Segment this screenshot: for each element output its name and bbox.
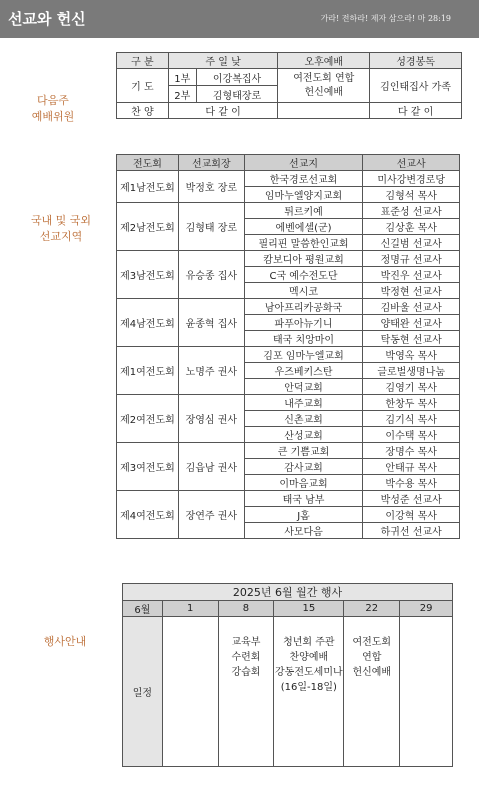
event-line: 청년회 주관	[283, 637, 335, 648]
mission-row	[117, 443, 460, 459]
missionary: 양태완 선교사	[363, 315, 460, 331]
mission-group-name: 제4여전도회	[117, 491, 179, 539]
mission-group-leader: 유승종 집사	[178, 251, 244, 299]
missionary: 탁동현 선교사	[363, 331, 460, 347]
event-line: 강습회	[231, 667, 261, 678]
mission-row	[117, 347, 460, 363]
mission-field: J홈	[244, 507, 363, 523]
mission-group-leader: 윤종혁 집사	[178, 299, 244, 347]
missionary: 김바울 선교사	[363, 299, 460, 315]
header-category: 구 분	[117, 53, 169, 69]
mission-group-name: 제1남전도회	[117, 171, 179, 203]
mission-field: 안덕교회	[244, 379, 363, 395]
missionary: 장명수 목사	[363, 443, 460, 459]
missionary: 안태규 목사	[363, 459, 460, 475]
day-1: 1	[162, 601, 218, 617]
missionary: 박진우 선교사	[363, 267, 460, 283]
mission-row	[117, 299, 460, 315]
part2-label: 2부	[168, 86, 196, 103]
missions-header-missionary: 선교사	[363, 155, 460, 171]
missions-label: 국내 및 국외 선교지역	[30, 214, 92, 243]
event-line: 수련회	[231, 652, 261, 663]
mission-field: 임마누엘양지교회	[244, 187, 363, 203]
header-verse: 가라! 전하라! 제자 삼으라! 마 28:19	[320, 14, 451, 23]
missions-table	[116, 154, 460, 539]
afternoon-prayer: 여전도회 연합 헌신예배	[278, 69, 370, 103]
missionary: 김상훈 목사	[363, 219, 460, 235]
month-label: 6월	[123, 601, 163, 617]
event-cell	[400, 617, 453, 767]
event-line: 교육부	[231, 637, 261, 648]
missionary: 하귀선 선교사	[363, 523, 460, 539]
missionary: 표준성 선교사	[363, 203, 460, 219]
event-line: 찬양예배	[289, 652, 329, 663]
mission-row	[117, 171, 460, 187]
mission-field: 남아프리카공화국	[244, 299, 363, 315]
missionary: 미사강변경로당	[363, 171, 460, 187]
mission-group-leader: 김읍남 권사	[178, 443, 244, 491]
mission-group-leader: 장영심 권사	[178, 395, 244, 443]
missionary: 박성준 선교사	[363, 491, 460, 507]
mission-group-name: 제3여전도회	[117, 443, 179, 491]
part2-name: 김형태장로	[196, 86, 278, 103]
missions-header-leader: 선교회장	[178, 155, 244, 171]
next-week-label: 다음주 예배위원	[31, 94, 75, 123]
mission-field: 에벤에셀(군)	[244, 219, 363, 235]
mission-group-name: 제2남전도회	[117, 203, 179, 251]
mission-group-leader: 박정호 장로	[178, 171, 244, 203]
mission-row	[117, 491, 460, 507]
day-15: 15	[274, 601, 344, 617]
mission-group-name: 제3남전도회	[117, 251, 179, 299]
event-line: 강동전도세미나	[275, 667, 343, 678]
header-reading: 성경봉독	[370, 53, 462, 69]
missions-header-field: 선교지	[244, 155, 363, 171]
mission-field: C국 예수전도단	[244, 267, 363, 283]
mission-field: 내주교회	[244, 395, 363, 411]
choir-reading: 다 같 이	[370, 103, 462, 119]
mission-field: 산성교회	[244, 427, 363, 443]
mission-field: 감사교회	[244, 459, 363, 475]
mission-field: 사모다음	[244, 523, 363, 539]
missionary: 정명규 선교사	[363, 251, 460, 267]
mission-field: 캄보디아 평원교회	[244, 251, 363, 267]
mission-row	[117, 251, 460, 267]
missionary: 김기식 목사	[363, 411, 460, 427]
mission-group-name: 제1여전도회	[117, 347, 179, 395]
mission-field: 김포 임마누엘교회	[244, 347, 363, 363]
mission-group-leader: 장연주 권사	[178, 491, 244, 539]
missionary: 김형석 목사	[363, 187, 460, 203]
mission-row	[117, 395, 460, 411]
worship-table	[116, 52, 462, 119]
missionary: 글로벌생명나눔	[363, 363, 460, 379]
missions-body	[117, 171, 460, 539]
header-afternoon: 오후예배	[278, 53, 370, 69]
mission-field: 튀르키예	[244, 203, 363, 219]
missionary: 박수용 목사	[363, 475, 460, 491]
mission-field: 큰 기쁨교회	[244, 443, 363, 459]
mission-group-name: 제4남전도회	[117, 299, 179, 347]
choir-sunday: 다 같 이	[168, 103, 278, 119]
event-line: 여전도회	[352, 637, 392, 648]
reading-prayer: 김인태집사 가족	[370, 69, 462, 103]
missionary: 이강혁 목사	[363, 507, 460, 523]
event-cell	[218, 617, 274, 767]
mission-group-leader: 김형태 장로	[178, 203, 244, 251]
events-label: 행사안내	[43, 635, 87, 648]
mission-field: 신촌교회	[244, 411, 363, 427]
mission-group-leader: 노명주 권사	[178, 347, 244, 395]
mission-field: 한국경로선교회	[244, 171, 363, 187]
missionary: 박정현 선교사	[363, 283, 460, 299]
monthly-title: 2025년 6월 월간 행사	[123, 584, 453, 601]
day-22: 22	[344, 601, 400, 617]
event-cell	[162, 617, 218, 767]
event-cell	[274, 617, 344, 767]
event-line: (16일-18일)	[280, 682, 337, 693]
missionary: 이수택 목사	[363, 427, 460, 443]
mission-row	[117, 203, 460, 219]
mission-group-name: 제2여전도회	[117, 395, 179, 443]
page-title: 선교와 헌신	[8, 10, 86, 28]
mission-field: 우즈베키스탄	[244, 363, 363, 379]
mission-field: 태국 남부	[244, 491, 363, 507]
mission-field: 파푸아뉴기니	[244, 315, 363, 331]
mission-field: 태국 치앙마이	[244, 331, 363, 347]
missionary: 한창두 목사	[363, 395, 460, 411]
mission-field: 멕시코	[244, 283, 363, 299]
day-29: 29	[400, 601, 453, 617]
event-line: 헌신예배	[352, 667, 392, 678]
mission-field: 필리핀 말씀한인교회	[244, 235, 363, 251]
missionary: 신길범 선교사	[363, 235, 460, 251]
choir-label: 찬 양	[117, 103, 169, 119]
monthly-events-table	[122, 583, 453, 767]
part1-name: 이강복집사	[196, 69, 278, 86]
mission-field: 이마음교회	[244, 475, 363, 491]
part1-label: 1부	[168, 69, 196, 86]
choir-afternoon	[278, 103, 370, 119]
header-sunday: 주 일 낮	[168, 53, 278, 69]
missionary: 박영옥 목사	[363, 347, 460, 363]
prayer-label: 기 도	[117, 69, 169, 103]
missions-header-group: 전도회	[117, 155, 179, 171]
event-cell	[344, 617, 400, 767]
page-header	[0, 0, 479, 38]
day-8: 8	[218, 601, 274, 617]
event-line: 연합	[362, 652, 382, 663]
schedule-label: 일정	[123, 617, 163, 767]
missionary: 김영기 목사	[363, 379, 460, 395]
